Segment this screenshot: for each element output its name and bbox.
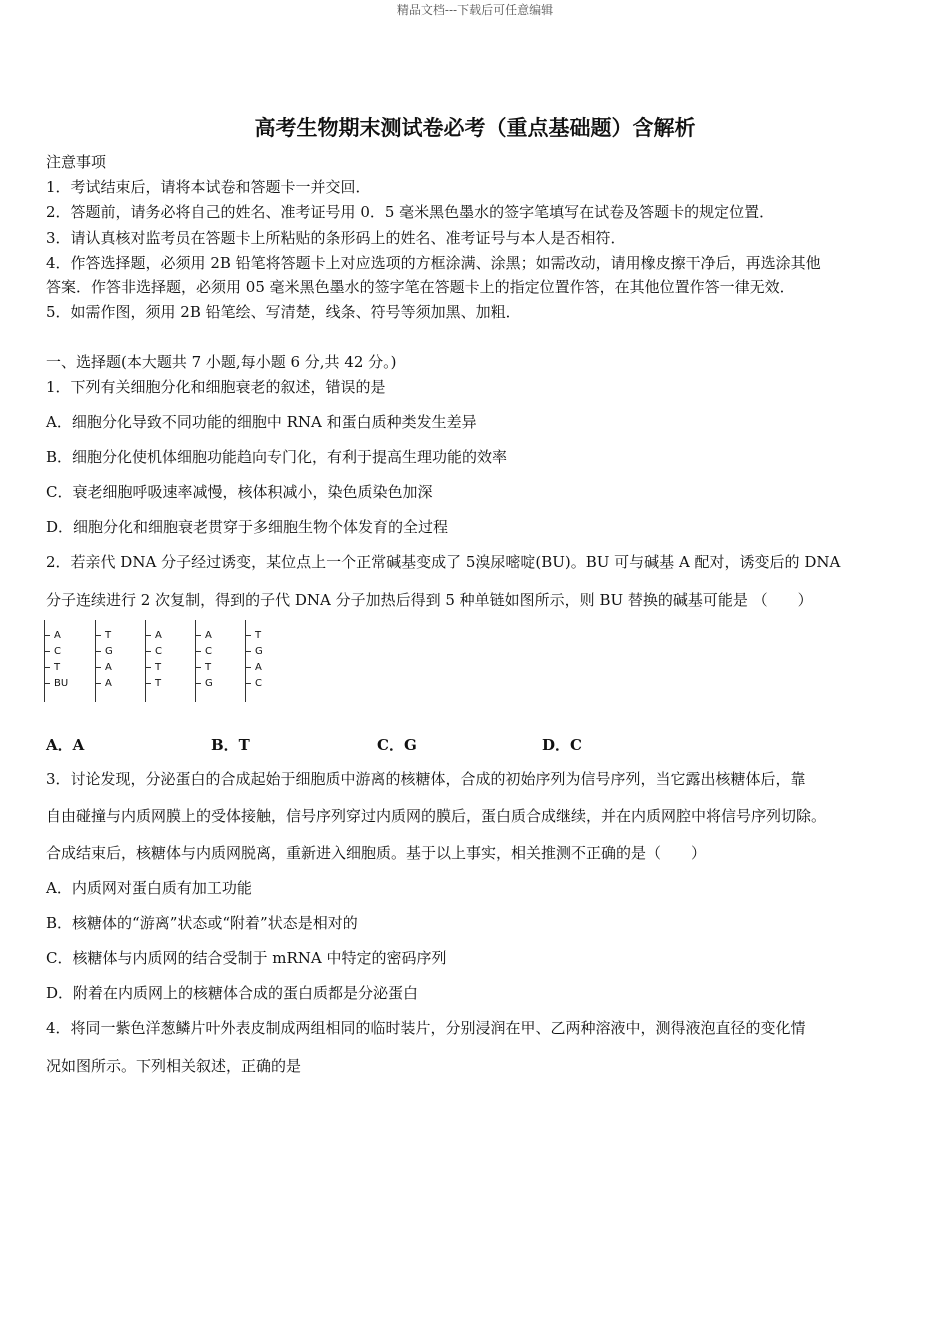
q1-option-c: C．衰老细胞呼吸速率减慢，核体积减小，染色质染色加深	[46, 483, 433, 501]
strand-base: A	[95, 676, 112, 692]
q4-stem-line1: 4．将同一紫色洋葱鳞片叶外表皮制成两组相同的临时装片，分别浸润在甲、乙两种溶液中，测得液泡直径的变化情	[46, 1019, 806, 1037]
q3-option-a: A．内质网对蛋白质有加工功能	[46, 879, 252, 897]
q2-option-a: A．A	[46, 736, 85, 754]
notice-item: 3．请认真核对监考员在答题卡上所粘贴的条形码上的姓名、准考证号与本人是否相符．	[46, 229, 626, 247]
strand-base: T	[95, 628, 111, 644]
strand-base: A	[195, 628, 212, 644]
section-heading: 一、选择题(本大题共 7 小题,每小题 6 分,共 42 分。)	[46, 353, 397, 371]
strand-base: T	[245, 628, 261, 644]
q4-stem-line2: 况如图所示。下列相关叙述，正确的是	[46, 1057, 302, 1075]
q2-options	[46, 734, 746, 754]
strand-base: G	[245, 644, 263, 660]
notice-item: 1．考试结束后，请将本试卷和答题卡一并交回．	[46, 178, 371, 196]
strand-base: G	[95, 644, 113, 660]
strand-base: G	[195, 676, 213, 692]
strand-base: T	[44, 660, 60, 676]
q1-stem: 1．下列有关细胞分化和细胞衰老的叙述，错误的是	[46, 378, 386, 396]
strand-base: A	[44, 628, 61, 644]
notice-heading: 注意事项	[46, 153, 107, 171]
strand-base: BU	[44, 676, 68, 692]
strand-base: A	[95, 660, 112, 676]
q3-stem-line2: 自由碰撞与内质网膜上的受体接触，信号序列穿过内质网的膜后，蛋白质合成继续，并在内质网腔中将信号序列切除。	[46, 807, 827, 825]
strand-base: C	[145, 644, 162, 660]
dna-strand-1	[44, 620, 84, 702]
q1-option-b: B．细胞分化使机体细胞功能趋向专门化，有利于提高生理功能的效率	[46, 448, 508, 466]
q3-option-b: B．核糖体的“游离”状态或“附着”状态是相对的	[46, 914, 358, 932]
q2-option-b: B．T	[211, 736, 250, 754]
notice-item: 答案．作答非选择题，必须用 05 毫米黑色墨水的签字笔在答题卡上的指定位置作答，在其他位置作答一律无效．	[46, 278, 795, 296]
notice-item: 2．答题前，请务必将自己的姓名、准考证号用 0．5 毫米黑色墨水的签字笔填写在试卷及答题卡的规定位置．	[46, 203, 775, 221]
q2-stem-line2: 分子连续进行 2 次复制，得到的子代 DNA 分子加热后得到 5 种单链如图所示，则 BU 替换的碱基可能是 （ ）	[46, 591, 813, 609]
strand-base: T	[195, 660, 211, 676]
q3-option-c: C．核糖体与内质网的结合受制于 mRNA 中特定的密码序列	[46, 949, 447, 967]
strand-base: C	[245, 676, 262, 692]
notice-item: 5．如需作图，须用 2B 铅笔绘、写清楚，线条、符号等须加黑、加粗．	[46, 303, 521, 321]
page-header: 精品文档---下载后可任意编辑	[396, 3, 554, 17]
q1-option-d: D．细胞分化和细胞衰老贯穿于多细胞生物个体发育的全过程	[46, 518, 449, 536]
q2-stem-line1: 2．若亲代 DNA 分子经过诱变，某位点上一个正常碱基变成了 5溴尿嘧啶(BU)。BU 可与碱基 A 配对，诱变后的 DNA	[46, 553, 841, 571]
q2-option-c: C．G	[377, 736, 417, 754]
notice-item: 4．作答选择题，必须用 2B 铅笔将答题卡上对应选项的方框涂满、涂黑；如需改动，请用橡皮擦干净后，再选涂其他	[46, 254, 821, 272]
strand-base: C	[44, 644, 61, 660]
strand-base: A	[245, 660, 262, 676]
dna-strand-4	[195, 620, 235, 702]
strand-base: T	[145, 660, 161, 676]
q2-option-d: D．C	[542, 736, 582, 754]
q3-stem-line3: 合成结束后，核糖体与内质网脱离，重新进入细胞质。基于以上事实，相关推测不正确的是（ ）	[46, 844, 707, 862]
dna-strand-5	[245, 620, 285, 702]
dna-strand-2	[95, 620, 135, 702]
strand-base: A	[145, 628, 162, 644]
q3-stem-line1: 3．讨论发现，分泌蛋白的合成起始于细胞质中游离的核糖体，合成的初始序列为信号序列，当它露出核糖体后，靠	[46, 770, 806, 788]
dna-single-strands-figure	[44, 620, 284, 702]
dna-strand-3	[145, 620, 185, 702]
q1-option-a: A．细胞分化导致不同功能的细胞中 RNA 和蛋白质种类发生差异	[46, 413, 477, 431]
q3-option-d: D．附着在内质网上的核糖体合成的蛋白质都是分泌蛋白	[46, 984, 419, 1002]
strand-base: C	[195, 644, 212, 660]
document-title: 高考生物期末测试卷必考（重点基础题）含解析	[254, 116, 696, 140]
strand-base: T	[145, 676, 161, 692]
